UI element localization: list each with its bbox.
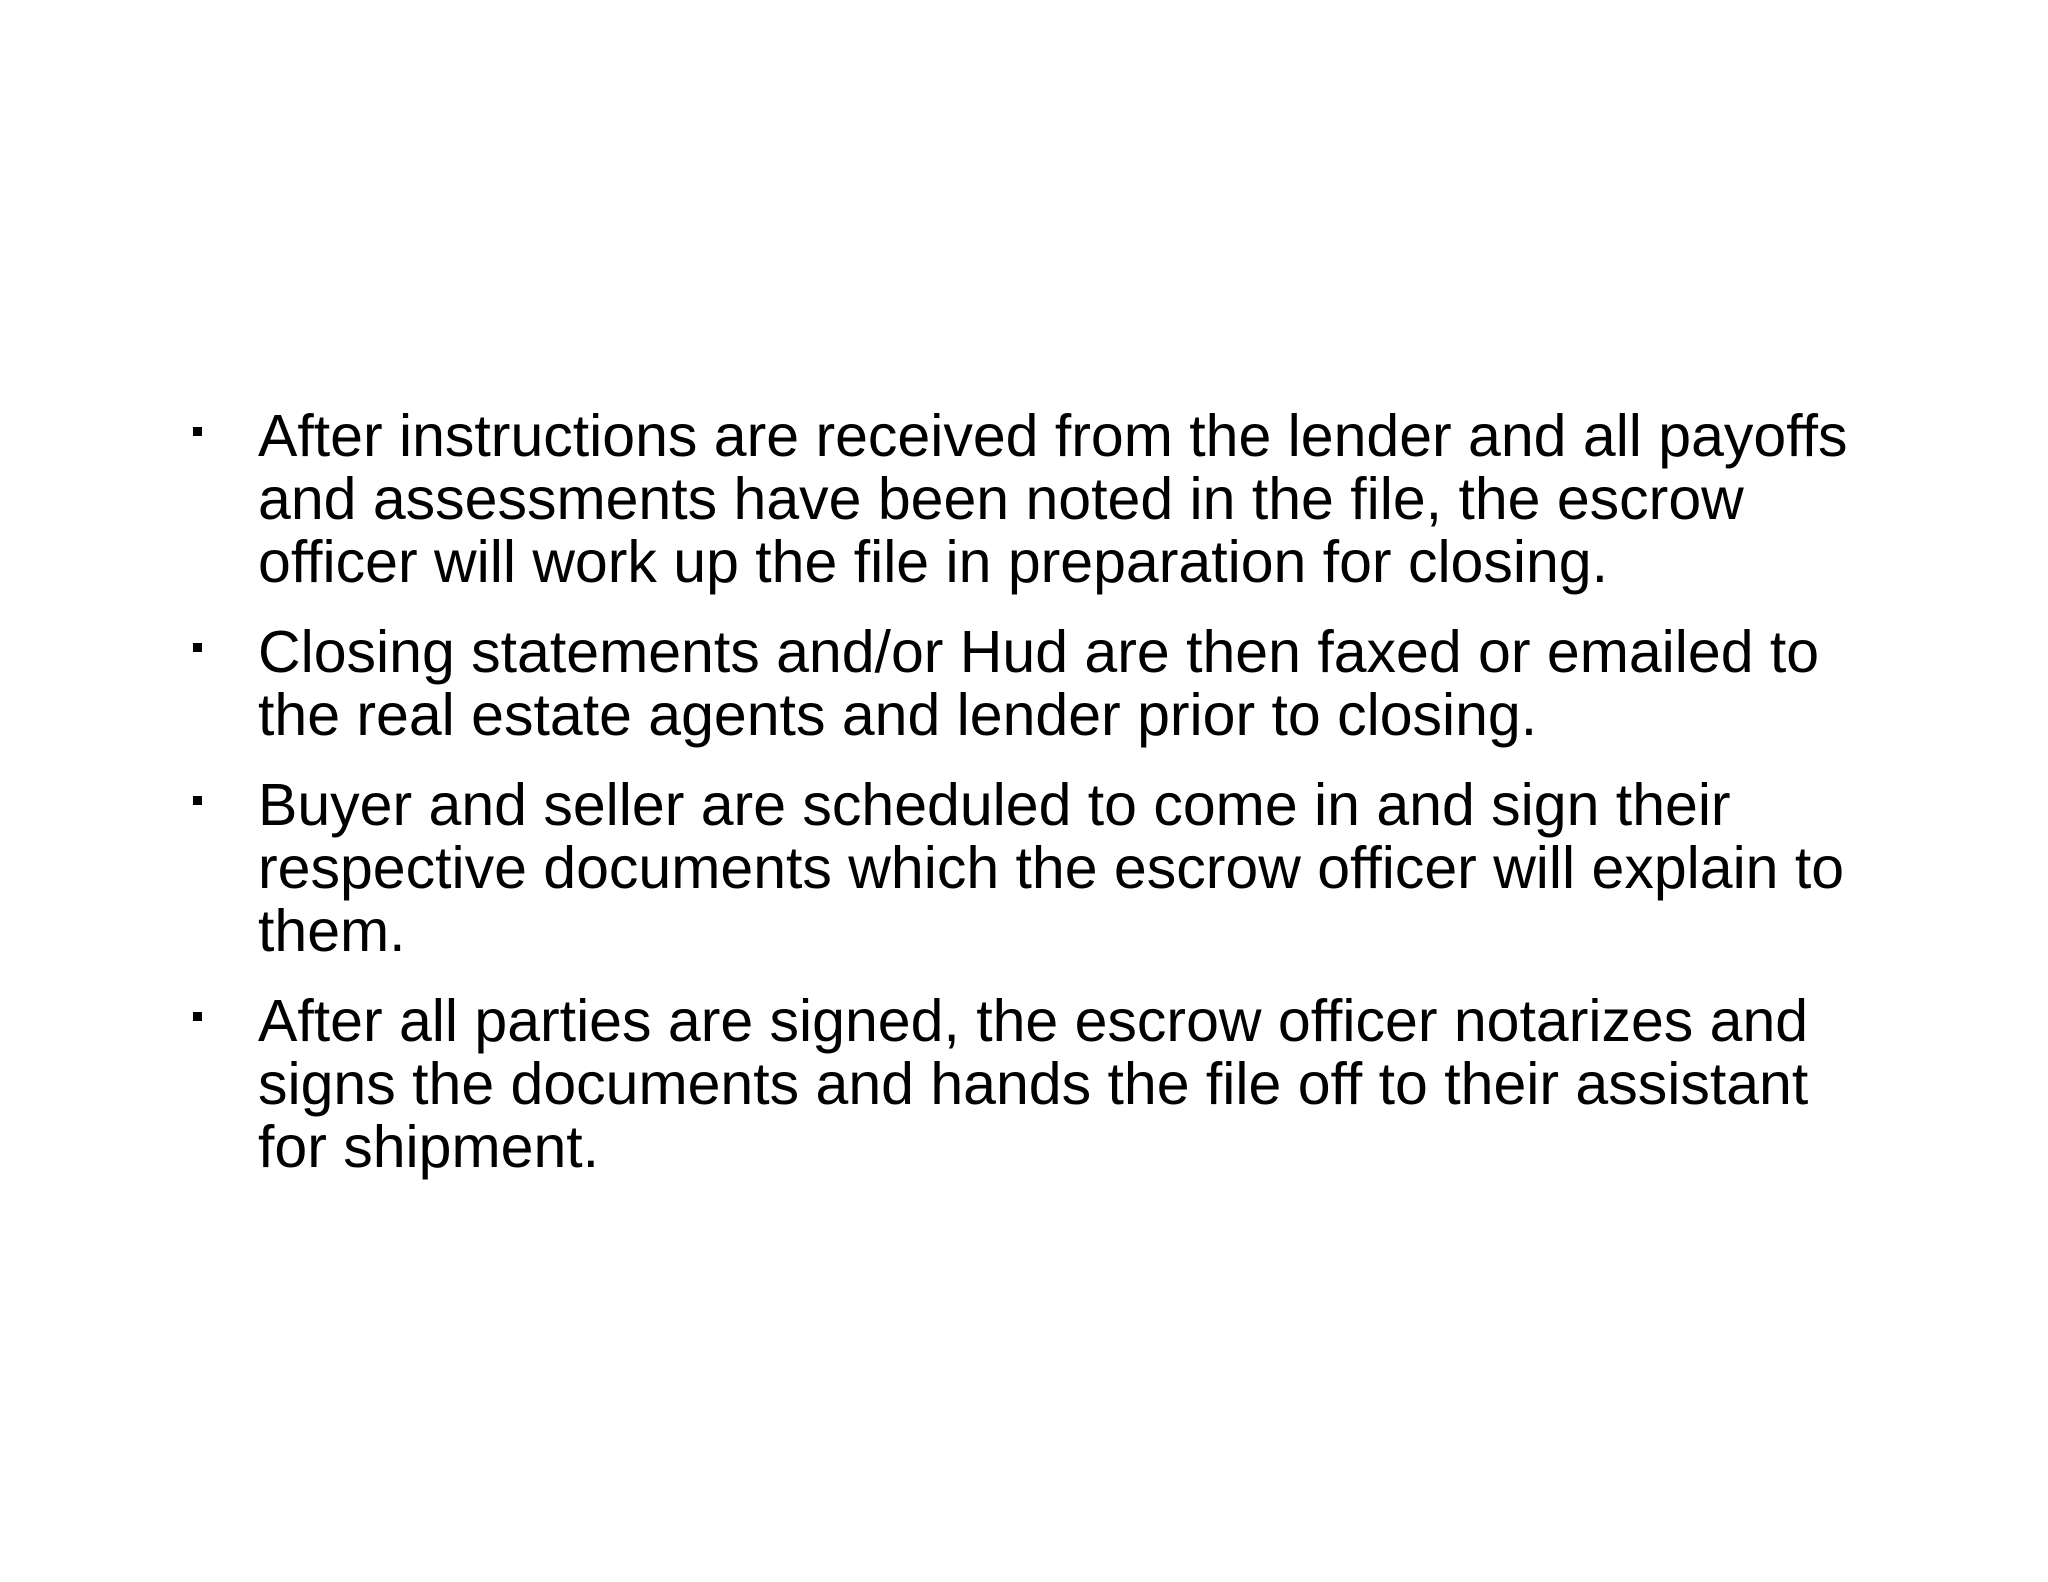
bullet-text: Buyer and seller are scheduled to come in and sign their respective documents which the escrow officer will explain to them. — [258, 772, 1845, 964]
bullet-item — [185, 405, 1885, 594]
bullet-item — [185, 621, 1885, 747]
square-bullet-icon — [193, 1012, 202, 1021]
square-bullet-icon — [193, 643, 202, 652]
square-bullet-icon — [193, 427, 202, 436]
bullet-list — [185, 405, 1885, 1206]
bullet-text: After all parties are signed, the escrow officer notarizes and signs the documents and hands the file off to their assistant for shipment. — [258, 988, 1809, 1180]
bullet-text: After instructions are received from the lender and all payoffs and assessments have been noted in the file, the escrow officer will work up the file in preparation for closing. — [258, 403, 1848, 595]
bullet-item — [185, 774, 1885, 963]
bullet-item — [185, 990, 1885, 1179]
square-bullet-icon — [193, 796, 202, 805]
bullet-text: Closing statements and/or Hud are then faxed or emailed to the real estate agents and lender prior to closing. — [258, 619, 1820, 748]
